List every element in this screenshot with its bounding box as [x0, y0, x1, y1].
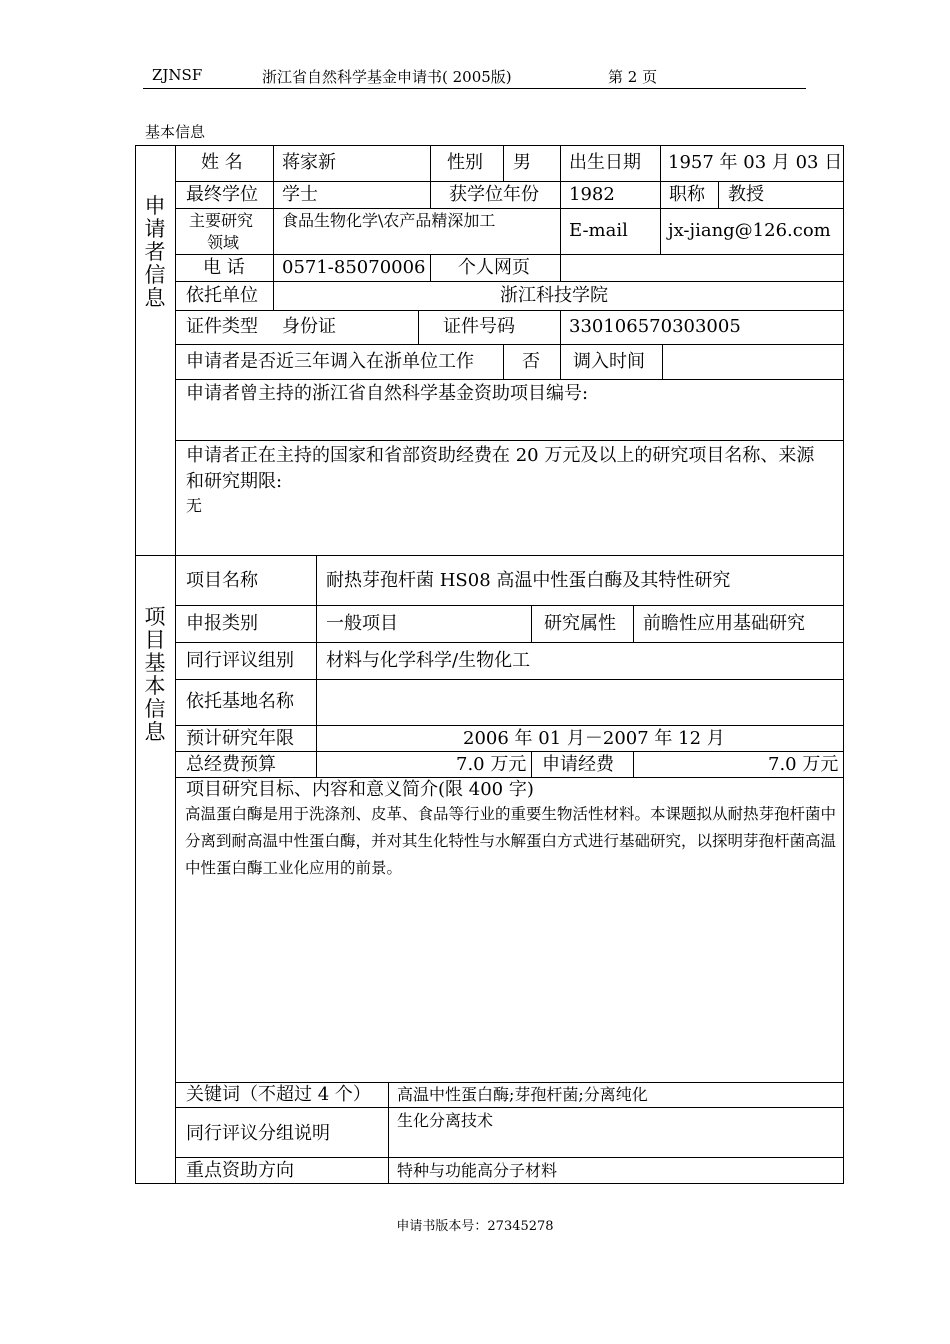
summary-label: 项目研究目标、内容和意义简介(限 400 字)	[186, 779, 534, 800]
gender-value: 男	[513, 152, 531, 173]
keywords-label: 关键词（不超过 4 个）	[186, 1084, 371, 1105]
applicant-side-label: 申 请 者 信 息	[144, 194, 166, 310]
attr-value: 前瞻性应用基础研究	[643, 613, 805, 634]
field-label-2: 领域	[207, 233, 240, 252]
period-value: 2006 年 01 月－2007 年 12 月	[463, 728, 725, 749]
project-side-label: 项 目 基 本 信 息	[144, 605, 166, 744]
degree-value: 学士	[282, 184, 318, 205]
unit-value: 浙江科技学院	[500, 285, 608, 306]
current-projects-label-1: 申请者正在主持的国家和省部资助经费在 20 万元及以上的研究项目名称、来源	[186, 445, 815, 466]
id-no-value: 330106570303005	[569, 316, 741, 337]
focus-label: 重点资助方向	[186, 1160, 294, 1181]
title-label: 职称	[669, 184, 705, 205]
group-note-value: 生化分离技术	[397, 1111, 494, 1130]
footer-version: 申请书版本号：27345278	[396, 1219, 554, 1234]
project-name-label: 项目名称	[186, 570, 258, 591]
category-value: 一般项目	[326, 613, 398, 634]
birth-value: 1957 年 03 月 03 日	[668, 152, 843, 173]
name-label: 姓 名	[201, 152, 243, 173]
field-label-1: 主要研究	[189, 211, 254, 230]
attr-label: 研究属性	[544, 613, 616, 634]
focus-value: 特种与功能高分子材料	[397, 1161, 558, 1180]
id-type-label: 证件类型	[186, 316, 258, 337]
project-name-value: 耐热芽孢杆菌 HS08 高温中性蛋白酶及其特性研究	[326, 570, 731, 591]
budget-label: 总经费预算	[186, 754, 276, 775]
review-group-label: 同行评议组别	[186, 650, 294, 671]
homepage-label: 个人网页	[458, 257, 530, 278]
unit-label: 依托单位	[186, 285, 258, 306]
phone-value: 0571-85070006	[282, 257, 426, 278]
phone-label: 电 话	[203, 257, 245, 278]
prev-projects-label: 申请者曾主持的浙江省自然科学基金资助项目编号:	[186, 383, 589, 404]
budget-value: 7.0 万元	[456, 754, 527, 775]
base-label: 依托基地名称	[186, 691, 294, 712]
summary-text: 高温蛋白酶是用于洗涤剂、皮革、食品等行业的重要生物活性材料。本课题拟从耐热芽孢杆菌中分离到耐高温中性蛋白酶，并对其生化特性与水解蛋白方式进行基础研究，以探明芽孢杆菌高温中性蛋白酶工业化应用的前景。	[185, 805, 837, 877]
keywords-value: 高温中性蛋白酶;芽孢杆菌;分离纯化	[397, 1085, 648, 1104]
degree-year-value: 1982	[569, 184, 615, 205]
field-value: 食品生物化学\农产品精深加工	[282, 211, 496, 230]
period-label: 预计研究年限	[186, 728, 294, 749]
current-projects-value: 无	[186, 496, 203, 515]
title-value: 教授	[728, 184, 764, 205]
header-title: 浙江省自然科学基金申请书( 2005版)	[262, 68, 512, 86]
birth-label: 出生日期	[569, 152, 641, 173]
group-note-label: 同行评议分组说明	[186, 1123, 330, 1144]
transfer-value: 否	[522, 351, 540, 372]
category-label: 申报类别	[186, 613, 258, 634]
review-group-value: 材料与化学科学/生物化工	[326, 650, 531, 671]
email-label: E-mail	[569, 220, 628, 241]
gender-label: 性别	[447, 152, 483, 173]
id-no-label: 证件号码	[443, 316, 515, 337]
header-code: ZJNSF	[152, 66, 203, 84]
transfer-label: 申请者是否近三年调入在浙单位工作	[186, 351, 474, 372]
email-value: jx-jiang@126.com	[668, 220, 831, 241]
header-page: 第 2 页	[608, 68, 658, 86]
degree-label: 最终学位	[186, 184, 258, 205]
id-type-value: 身份证	[282, 316, 336, 337]
name-value: 蒋家新	[282, 152, 336, 173]
current-projects-label-2: 和研究期限:	[186, 471, 283, 492]
apply-label: 申请经费	[542, 754, 614, 775]
degree-year-label: 获学位年份	[449, 184, 539, 205]
transfer-time-label: 调入时间	[573, 351, 645, 372]
apply-value: 7.0 万元	[768, 754, 839, 775]
section-title: 基本信息	[145, 123, 206, 141]
